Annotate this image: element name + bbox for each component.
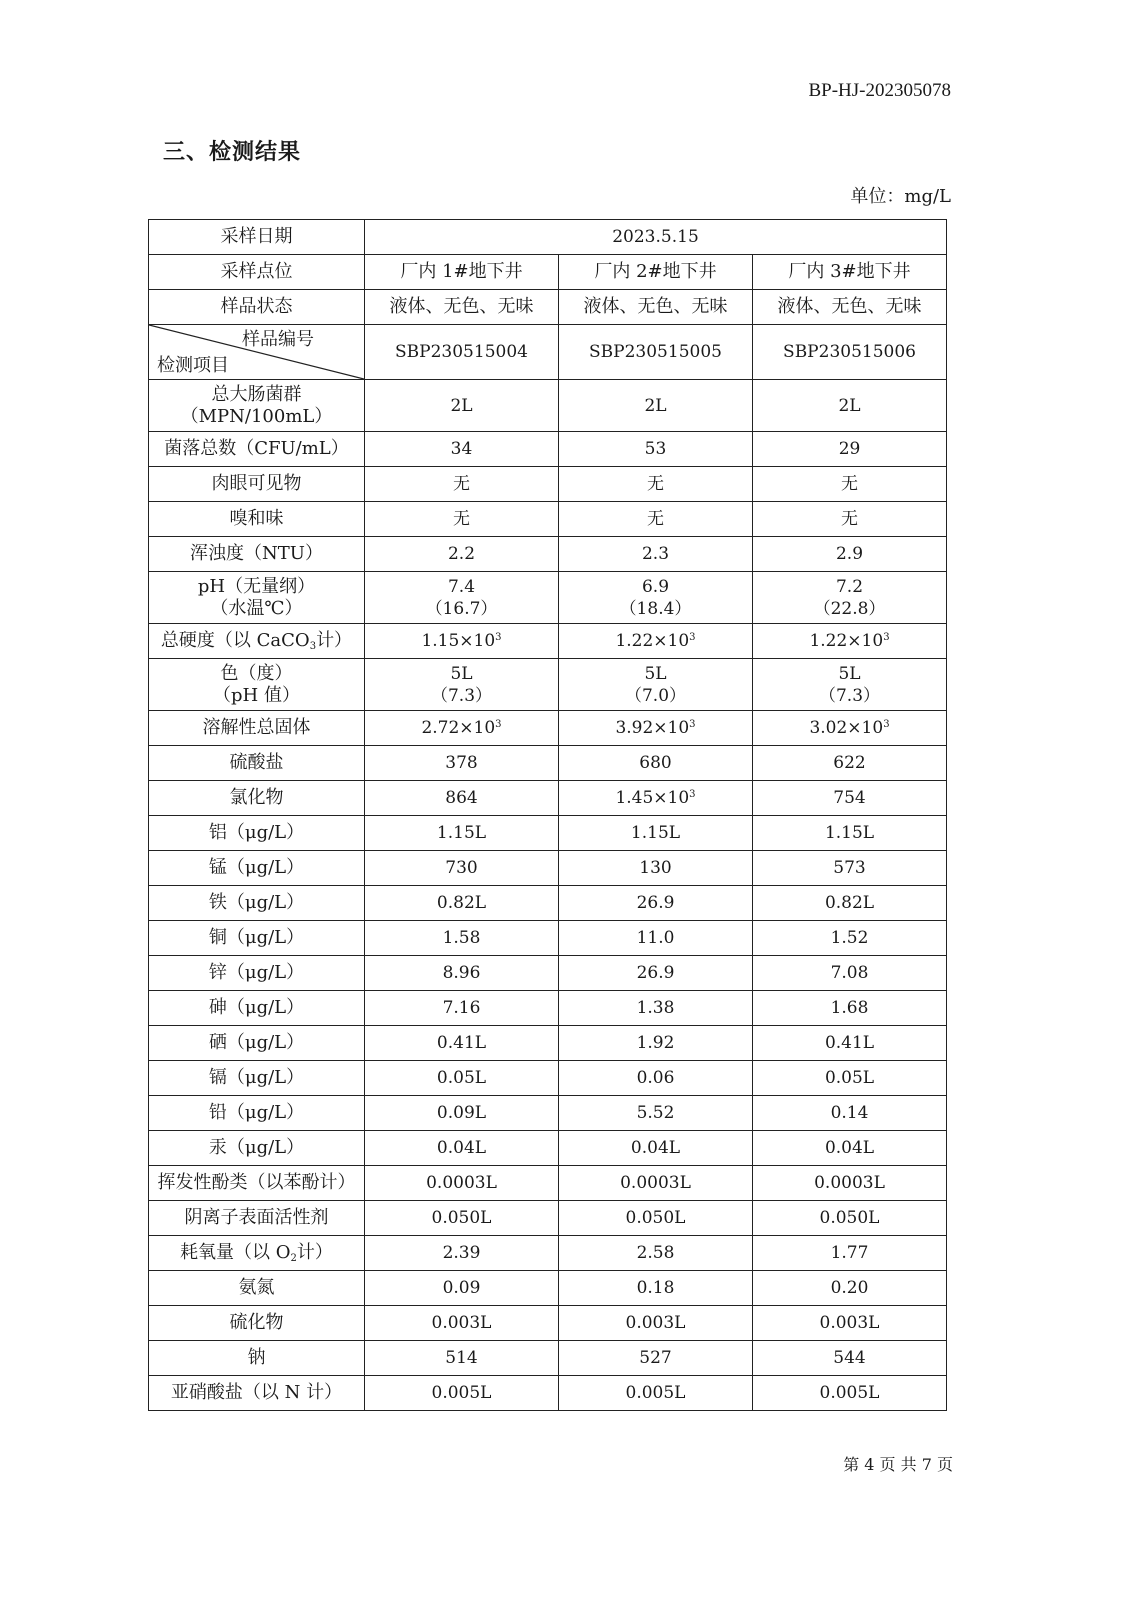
result-row <box>149 432 947 467</box>
result-value-cell <box>365 991 559 1026</box>
date-value: 2023.5.15 <box>365 220 947 255</box>
result-value-secondary: （22.8） <box>813 598 886 619</box>
result-value: 0.0003L <box>620 1173 691 1193</box>
result-value: 5L <box>838 663 861 684</box>
result-value: 无 <box>841 509 858 529</box>
test-item-name: 氯化物 <box>229 787 284 808</box>
result-value-cell <box>365 659 559 711</box>
result-value: 7.2 <box>835 576 864 597</box>
test-item-cell <box>149 1271 365 1306</box>
result-value: 0.09 <box>442 1278 481 1298</box>
result-row <box>149 1271 947 1306</box>
result-row <box>149 380 947 432</box>
section-title: 三、检测结果 <box>163 140 302 165</box>
result-value: 0.41L <box>824 1033 875 1053</box>
result-row <box>149 1201 947 1236</box>
test-item-unit: （pH 值） <box>213 684 300 706</box>
result-value-cell <box>559 572 753 624</box>
test-item-cell <box>149 746 365 781</box>
result-exponent: 3 <box>495 719 502 730</box>
result-value: 3.92×10 <box>615 718 690 738</box>
result-value-cell <box>753 659 947 711</box>
result-value-cell <box>753 1236 947 1271</box>
test-item-cell <box>149 816 365 851</box>
result-value-cell <box>365 921 559 956</box>
result-value-cell <box>753 502 947 537</box>
result-value-cell <box>753 991 947 1026</box>
result-value: 1.38 <box>636 998 675 1018</box>
result-value: 0.050L <box>819 1208 880 1228</box>
result-value-cell <box>753 1061 947 1096</box>
result-value-cell <box>559 886 753 921</box>
result-value-cell <box>753 467 947 502</box>
result-value: 7.16 <box>442 998 481 1018</box>
result-value-cell <box>559 1236 753 1271</box>
test-item-cell <box>149 1166 365 1201</box>
result-value-cell <box>559 956 753 991</box>
result-value-secondary: （7.0） <box>624 685 687 706</box>
result-value-cell <box>753 781 947 816</box>
result-value: 26.9 <box>636 963 675 983</box>
result-value: 5.52 <box>636 1103 675 1123</box>
result-value-cell <box>753 537 947 572</box>
result-value-cell <box>559 659 753 711</box>
result-value-secondary: （7.3） <box>818 685 881 706</box>
test-item-name: 阴离子表面活性剂 <box>184 1207 329 1228</box>
result-value-cell <box>753 956 947 991</box>
result-value-cell <box>559 502 753 537</box>
result-value-cell <box>365 1166 559 1201</box>
result-value: 0.003L <box>625 1313 686 1333</box>
test-item-name: 总大肠菌群 <box>211 383 302 405</box>
result-value: 1.92 <box>636 1033 675 1053</box>
test-item-label: 检测项目 <box>157 355 229 376</box>
result-value: 34 <box>450 439 473 459</box>
result-exponent: 3 <box>883 632 890 643</box>
test-item-cell <box>149 1341 365 1376</box>
test-item-cell <box>149 537 365 572</box>
state-1: 液体、无色、无味 <box>365 290 559 325</box>
result-value-cell <box>559 432 753 467</box>
result-value-cell <box>559 1306 753 1341</box>
result-row <box>149 1236 947 1271</box>
test-item-name: 肉眼可见物 <box>211 473 302 494</box>
diagonal-header-cell <box>149 325 365 380</box>
result-value: 2L <box>450 395 473 416</box>
test-item-name: 镉（μg/L） <box>208 1067 305 1088</box>
result-value: 730 <box>445 858 478 878</box>
test-item-name: 耗氧量（以 O <box>180 1242 291 1263</box>
result-value: 2.72×10 <box>421 718 496 738</box>
result-value: 0.82L <box>436 893 487 913</box>
result-value-cell <box>365 1201 559 1236</box>
test-item-subscript: 3 <box>309 641 317 652</box>
result-value-cell <box>365 711 559 746</box>
result-row <box>149 1026 947 1061</box>
header-row-date <box>149 220 947 255</box>
result-row <box>149 816 947 851</box>
document-number: BP-HJ-202305078 <box>808 80 951 101</box>
result-row <box>149 502 947 537</box>
test-item-cell <box>149 624 365 659</box>
result-value-cell <box>753 572 947 624</box>
test-item-name: 硫酸盐 <box>229 752 284 773</box>
result-value: 0.005L <box>431 1383 492 1403</box>
test-item-name: 钠 <box>247 1347 266 1368</box>
test-item-name: 氨氮 <box>238 1277 275 1298</box>
result-value-cell <box>559 537 753 572</box>
result-value-secondary: （7.3） <box>430 685 493 706</box>
result-value: 0.09L <box>436 1103 487 1123</box>
test-item-cell <box>149 659 365 711</box>
result-value-cell <box>559 1131 753 1166</box>
result-row <box>149 572 947 624</box>
result-value: 1.22×10 <box>615 631 690 651</box>
result-value: 573 <box>833 858 866 878</box>
test-item-cell <box>149 1236 365 1271</box>
test-item-cell <box>149 572 365 624</box>
result-value-cell <box>753 886 947 921</box>
result-exponent: 3 <box>495 632 502 643</box>
test-item-name: 色（度） <box>220 662 293 684</box>
test-item-cell <box>149 380 365 432</box>
result-value: 0.18 <box>636 1278 675 1298</box>
result-row <box>149 467 947 502</box>
result-row <box>149 1166 947 1201</box>
result-value-secondary: （16.7） <box>425 598 498 619</box>
header-row-site <box>149 255 947 290</box>
test-item-cell <box>149 1131 365 1166</box>
test-item-name: 总硬度（以 CaCO <box>160 630 310 651</box>
result-value-cell <box>365 816 559 851</box>
header-row-sample-no <box>149 325 947 380</box>
result-value: 1.58 <box>442 928 481 948</box>
result-value-cell <box>365 1061 559 1096</box>
result-value: 7.4 <box>447 576 476 597</box>
test-item-name: 浑浊度（NTU） <box>190 543 323 564</box>
test-item-unit: （MPN/100mL） <box>180 405 333 427</box>
result-exponent: 3 <box>689 632 696 643</box>
result-value: 2.3 <box>641 544 670 564</box>
result-value: 无 <box>647 509 664 529</box>
unit-label: 单位：mg/L <box>850 186 951 207</box>
result-value-cell <box>753 1026 947 1061</box>
result-value: 378 <box>445 753 478 773</box>
result-value: 2.2 <box>447 544 476 564</box>
result-value: 3.02×10 <box>809 718 884 738</box>
result-value: 0.06 <box>636 1068 675 1088</box>
result-value: 864 <box>445 788 478 808</box>
result-row <box>149 659 947 711</box>
header-row-state <box>149 290 947 325</box>
result-row <box>149 711 947 746</box>
test-item-name: 锰（μg/L） <box>208 857 305 878</box>
test-item-unit: （水温℃） <box>210 597 303 619</box>
sample-no-2: SBP230515005 <box>559 325 753 380</box>
test-item-cell <box>149 1306 365 1341</box>
result-value-cell <box>753 432 947 467</box>
result-value: 1.45×10 <box>615 788 690 808</box>
result-value-cell <box>365 624 559 659</box>
result-value-cell <box>559 1201 753 1236</box>
result-value-cell <box>365 746 559 781</box>
result-value: 527 <box>639 1348 672 1368</box>
site-1: 厂内 1#地下井 <box>365 255 559 290</box>
result-value-cell <box>559 467 753 502</box>
test-item-cell <box>149 1061 365 1096</box>
result-value-cell <box>365 886 559 921</box>
result-value-cell <box>753 746 947 781</box>
result-value-cell <box>559 851 753 886</box>
result-value-cell <box>365 502 559 537</box>
result-value-cell <box>753 1201 947 1236</box>
result-value: 0.04L <box>436 1138 487 1158</box>
test-item-name-tail: 计） <box>316 630 353 651</box>
result-value: 544 <box>833 1348 866 1368</box>
sample-no-label: 样品编号 <box>242 329 314 350</box>
result-value: 7.08 <box>830 963 869 983</box>
result-value: 无 <box>841 474 858 494</box>
result-row <box>149 1061 947 1096</box>
result-value: 0.14 <box>830 1103 869 1123</box>
test-item-cell <box>149 956 365 991</box>
result-row <box>149 991 947 1026</box>
result-value: 无 <box>453 509 470 529</box>
result-value: 0.0003L <box>426 1173 497 1193</box>
test-item-name: 铝（μg/L） <box>208 822 305 843</box>
result-value: 0.003L <box>431 1313 492 1333</box>
result-row <box>149 921 947 956</box>
result-value: 2.9 <box>835 544 864 564</box>
result-value-cell <box>753 816 947 851</box>
result-value-cell <box>365 1131 559 1166</box>
result-value: 0.41L <box>436 1033 487 1053</box>
results-table-wrapper <box>148 219 947 1411</box>
site-2: 厂内 2#地下井 <box>559 255 753 290</box>
result-value-cell <box>365 572 559 624</box>
state-label: 样品状态 <box>149 290 365 325</box>
test-item-cell <box>149 1096 365 1131</box>
test-item-name: 铁（μg/L） <box>208 892 305 913</box>
result-value: 0.050L <box>625 1208 686 1228</box>
result-value: 6.9 <box>641 576 670 597</box>
test-item-name: 砷（μg/L） <box>208 997 305 1018</box>
results-table <box>148 219 947 1411</box>
result-value-cell <box>559 1376 753 1411</box>
result-value: 754 <box>833 788 866 808</box>
result-value-cell <box>365 1026 559 1061</box>
page-footer: 第 4 页 共 7 页 <box>843 1455 953 1474</box>
test-item-cell <box>149 432 365 467</box>
result-value: 无 <box>647 474 664 494</box>
test-item-cell <box>149 711 365 746</box>
result-value: 0.003L <box>819 1313 880 1333</box>
test-item-name: 嗅和味 <box>229 508 284 529</box>
result-value-cell <box>753 851 947 886</box>
result-value-cell <box>559 1096 753 1131</box>
result-value-cell <box>753 1306 947 1341</box>
test-item-cell <box>149 886 365 921</box>
test-item-cell <box>149 851 365 886</box>
result-row <box>149 1096 947 1131</box>
test-item-name: 铅（μg/L） <box>208 1102 305 1123</box>
result-row <box>149 537 947 572</box>
result-value: 2.39 <box>442 1243 481 1263</box>
result-value: 514 <box>445 1348 478 1368</box>
result-value: 0.005L <box>625 1383 686 1403</box>
test-item-name: 锌（μg/L） <box>208 962 305 983</box>
result-value: 5L <box>644 663 667 684</box>
test-item-name: 挥发性酚类（以苯酚计） <box>157 1172 356 1193</box>
state-2: 液体、无色、无味 <box>559 290 753 325</box>
state-3: 液体、无色、无味 <box>753 290 947 325</box>
test-item-cell <box>149 502 365 537</box>
result-value-cell <box>753 1271 947 1306</box>
result-value-cell <box>559 1166 753 1201</box>
result-value-cell <box>559 991 753 1026</box>
result-value-cell <box>365 432 559 467</box>
result-value: 8.96 <box>442 963 481 983</box>
result-value: 0.05L <box>436 1068 487 1088</box>
result-value: 1.15L <box>436 823 487 843</box>
result-exponent: 3 <box>689 789 696 800</box>
result-row <box>149 851 947 886</box>
test-item-name: pH（无量纲） <box>197 575 316 597</box>
result-value-cell <box>365 851 559 886</box>
result-value: 0.82L <box>824 893 875 913</box>
result-row <box>149 886 947 921</box>
result-value: 1.15×10 <box>421 631 496 651</box>
result-value-cell <box>753 1096 947 1131</box>
result-value: 0.005L <box>819 1383 880 1403</box>
result-value-cell <box>559 711 753 746</box>
result-value-cell <box>753 380 947 432</box>
result-value: 1.22×10 <box>809 631 884 651</box>
result-value: 11.0 <box>636 928 675 948</box>
sample-no-3: SBP230515006 <box>753 325 947 380</box>
test-item-cell <box>149 991 365 1026</box>
result-row <box>149 1306 947 1341</box>
date-label: 采样日期 <box>149 220 365 255</box>
test-item-cell <box>149 781 365 816</box>
result-value: 2.58 <box>636 1243 675 1263</box>
result-row <box>149 1376 947 1411</box>
result-value-cell <box>559 816 753 851</box>
result-value: 0.050L <box>431 1208 492 1228</box>
result-value-cell <box>365 956 559 991</box>
result-exponent: 3 <box>689 719 696 730</box>
result-value-cell <box>365 1306 559 1341</box>
test-item-name: 硒（μg/L） <box>208 1032 305 1053</box>
test-item-cell <box>149 1376 365 1411</box>
result-value-cell <box>365 1376 559 1411</box>
sample-no-1: SBP230515004 <box>365 325 559 380</box>
result-value: 53 <box>644 439 667 459</box>
result-value: 680 <box>639 753 672 773</box>
result-value: 26.9 <box>636 893 675 913</box>
result-value: 5L <box>450 663 473 684</box>
result-row <box>149 746 947 781</box>
test-item-cell <box>149 921 365 956</box>
test-item-name: 铜（μg/L） <box>208 927 305 948</box>
result-value-cell <box>365 1236 559 1271</box>
result-value: 1.68 <box>830 998 869 1018</box>
result-value-cell <box>753 921 947 956</box>
result-value: 1.15L <box>630 823 681 843</box>
result-value-cell <box>559 624 753 659</box>
result-value-cell <box>753 624 947 659</box>
result-value: 2L <box>644 395 667 416</box>
test-item-name: 亚硝酸盐（以 N 计） <box>170 1382 343 1403</box>
result-value-cell <box>753 1131 947 1166</box>
test-item-cell <box>149 467 365 502</box>
result-value-cell <box>365 1271 559 1306</box>
result-value-cell <box>365 537 559 572</box>
result-value-cell <box>559 380 753 432</box>
result-value-cell <box>559 781 753 816</box>
result-row <box>149 1341 947 1376</box>
result-value: 2L <box>838 395 861 416</box>
test-item-name: 汞（μg/L） <box>208 1137 305 1158</box>
result-value: 1.52 <box>830 928 869 948</box>
test-item-subscript: 2 <box>290 1253 297 1264</box>
result-value-cell <box>559 1061 753 1096</box>
result-value: 0.0003L <box>814 1173 885 1193</box>
result-value-cell <box>365 380 559 432</box>
test-item-name: 菌落总数（CFU/mL） <box>164 438 349 459</box>
result-value: 0.04L <box>824 1138 875 1158</box>
result-value-cell <box>559 921 753 956</box>
test-item-name: 硫化物 <box>229 1312 284 1333</box>
test-item-cell <box>149 1201 365 1236</box>
result-value-cell <box>559 1341 753 1376</box>
result-value: 1.77 <box>830 1243 869 1263</box>
result-row <box>149 1131 947 1166</box>
result-value: 0.05L <box>824 1068 875 1088</box>
result-value-cell <box>365 781 559 816</box>
result-value-cell <box>753 711 947 746</box>
result-row <box>149 956 947 991</box>
result-value-cell <box>753 1341 947 1376</box>
result-value-cell <box>365 467 559 502</box>
result-value: 130 <box>639 858 672 878</box>
result-value: 622 <box>833 753 866 773</box>
result-value-cell <box>365 1341 559 1376</box>
result-value-cell <box>559 746 753 781</box>
site-label: 采样点位 <box>149 255 365 290</box>
test-item-name-tail: 计） <box>296 1242 333 1263</box>
result-value: 无 <box>453 474 470 494</box>
result-row <box>149 624 947 659</box>
site-3: 厂内 3#地下井 <box>753 255 947 290</box>
result-value-cell <box>559 1271 753 1306</box>
result-value-secondary: （18.4） <box>619 598 692 619</box>
result-value-cell <box>559 1026 753 1061</box>
result-value-cell <box>753 1166 947 1201</box>
result-exponent: 3 <box>883 719 890 730</box>
result-value: 0.04L <box>630 1138 681 1158</box>
result-value: 1.15L <box>824 823 875 843</box>
test-item-cell <box>149 1026 365 1061</box>
result-value-cell <box>365 1096 559 1131</box>
result-value-cell <box>753 1376 947 1411</box>
result-value: 29 <box>838 439 861 459</box>
result-value: 0.20 <box>830 1278 869 1298</box>
result-row <box>149 781 947 816</box>
test-item-name: 溶解性总固体 <box>202 717 311 738</box>
